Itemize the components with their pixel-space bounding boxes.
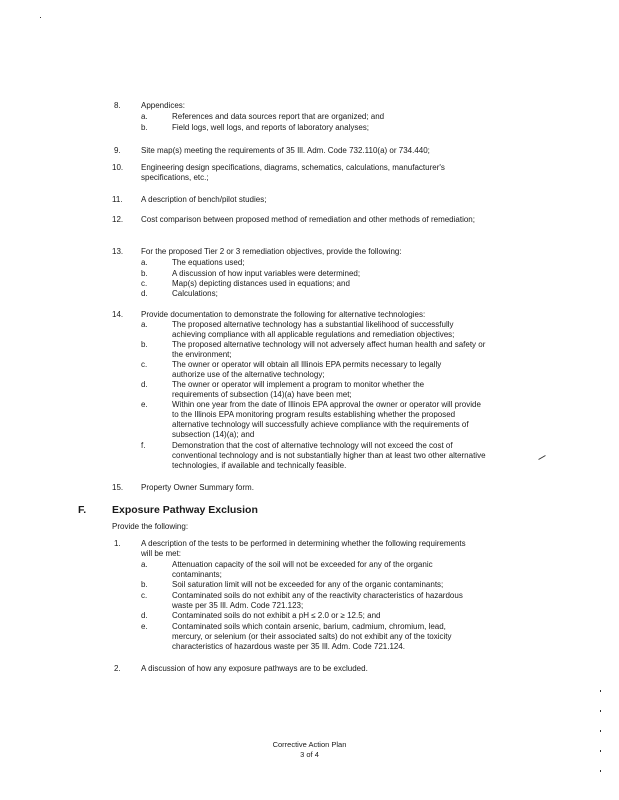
item-text: A discussion of how any exposure pathways are to be excluded. — [141, 664, 368, 673]
scan-speck — [600, 730, 601, 732]
scan-speck — [600, 770, 601, 772]
item-number: 1. — [114, 539, 121, 548]
sub-letter: e. — [141, 622, 148, 631]
sub-letter: b. — [141, 580, 148, 589]
sub-letter: c. — [141, 279, 148, 288]
item-number: 9. — [114, 146, 121, 155]
sub-text: Calculations; — [172, 289, 218, 298]
sub-letter: a. — [141, 320, 148, 329]
sub-text: The owner or operator will obtain all Illinois EPA permits necessary to legally authorize use of the alternative technology; — [172, 360, 442, 379]
sub-letter: a. — [141, 112, 148, 121]
sub-text: The equations used; — [172, 258, 245, 267]
sub-letter: a. — [141, 258, 148, 267]
item-text: Site map(s) meeting the requirements of 35 Ill. Adm. Code 732.110(a) or 734.440; — [141, 146, 430, 155]
sub-letter: a. — [141, 560, 148, 569]
sub-letter: e. — [141, 400, 148, 409]
item-number: 13. — [112, 247, 124, 256]
sub-text: Demonstration that the cost of alternative technology will not exceed the cost of conventional technology and is not substantially higher than at least two other alternative technologies, if available and technically feasible. — [172, 441, 486, 470]
scan-speck — [600, 690, 601, 692]
item-text: Engineering design specifications, diagrams, schematics, calculations, manufacturer's specifications, etc.; — [141, 163, 445, 182]
sub-text: Within one year from the date of Illinois EPA approval the owner or operator will provide to the Illinois EPA monitoring program results establishing whether the proposed alternative technology will successfully achieve compliance with the requirements of subsection (14)(a); and — [172, 400, 481, 439]
scan-speck — [600, 710, 601, 712]
sub-letter: d. — [141, 289, 148, 298]
sub-text: The proposed alternative technology will not adversely affect human health and safety or the environment; — [172, 340, 486, 359]
sub-letter: d. — [141, 611, 148, 620]
item-number: 12. — [112, 215, 124, 224]
sub-text: Field logs, well logs, and reports of laboratory analyses; — [172, 123, 369, 132]
sub-text: Soil saturation limit will not be exceeded for any of the organic contaminants; — [172, 580, 444, 589]
sub-letter: d. — [141, 380, 148, 389]
sub-letter: c. — [141, 591, 148, 600]
footer-title: Corrective Action Plan — [272, 740, 347, 749]
section-intro: Provide the following: — [112, 522, 189, 531]
section-title: Exposure Pathway Exclusion — [112, 504, 258, 516]
scan-speck — [600, 750, 601, 752]
scan-speck — [40, 17, 41, 18]
item-text: A description of the tests to be performed in determining whether the following requirements will be met: — [141, 539, 466, 558]
sub-text: Attenuation capacity of the soil will not be exceeded for any of the organic contaminants; — [172, 560, 433, 579]
item-text: Cost comparison between proposed method of remediation and other methods of remediation; — [141, 215, 475, 224]
footer-page-number: 3 of 4 — [300, 750, 319, 759]
sub-text: The owner or operator will implement a program to monitor whether the requirements of subsection (14)(a) have been met; — [172, 380, 425, 399]
item-number: 11. — [112, 195, 123, 204]
sub-letter: b. — [141, 340, 148, 349]
sub-letter: c. — [141, 360, 148, 369]
item-number: 8. — [114, 101, 121, 110]
sub-letter: f. — [141, 441, 146, 450]
sub-text: The proposed alternative technology has a substantial likelihood of successfully achieving compliance with all applicable regulations and remediation objectives; — [172, 320, 455, 339]
item-text: Provide documentation to demonstrate the following for alternative technologies: — [141, 310, 426, 319]
sub-letter: b. — [141, 269, 148, 278]
item-text: Appendices: — [141, 101, 186, 110]
item-number: 15. — [112, 483, 124, 492]
sub-text: Contaminated soils do not exhibit a pH ≤ 2.0 or ≥ 12.5; and — [172, 611, 381, 620]
item-number: 10. — [112, 163, 124, 172]
section-letter: F. — [78, 504, 87, 516]
sub-letter: b. — [141, 123, 148, 132]
sub-text: Contaminated soils do not exhibit any of the reactivity characteristics of hazardous waste per 35 Ill. Adm. Code 721.123; — [172, 591, 463, 610]
sub-text: References and data sources report that are organized; and — [172, 112, 385, 121]
item-text: A description of bench/pilot studies; — [141, 195, 267, 204]
item-text: For the proposed Tier 2 or 3 remediation objectives, provide the following: — [141, 247, 402, 256]
scan-mark — [538, 455, 545, 460]
item-number: 2. — [114, 664, 121, 673]
item-text: Property Owner Summary form. — [141, 483, 254, 492]
sub-text: A discussion of how input variables were determined; — [172, 269, 361, 278]
sub-text: Map(s) depicting distances used in equations; and — [172, 279, 350, 288]
sub-text: Contaminated soils which contain arsenic, barium, cadmium, chromium, lead, mercury, or selenium (or their associated salts) do not exhibit any of the toxicity characteristics of hazardous waste per 35 Ill. Adm. Code 721.124. — [172, 622, 452, 651]
item-number: 14. — [112, 310, 124, 319]
